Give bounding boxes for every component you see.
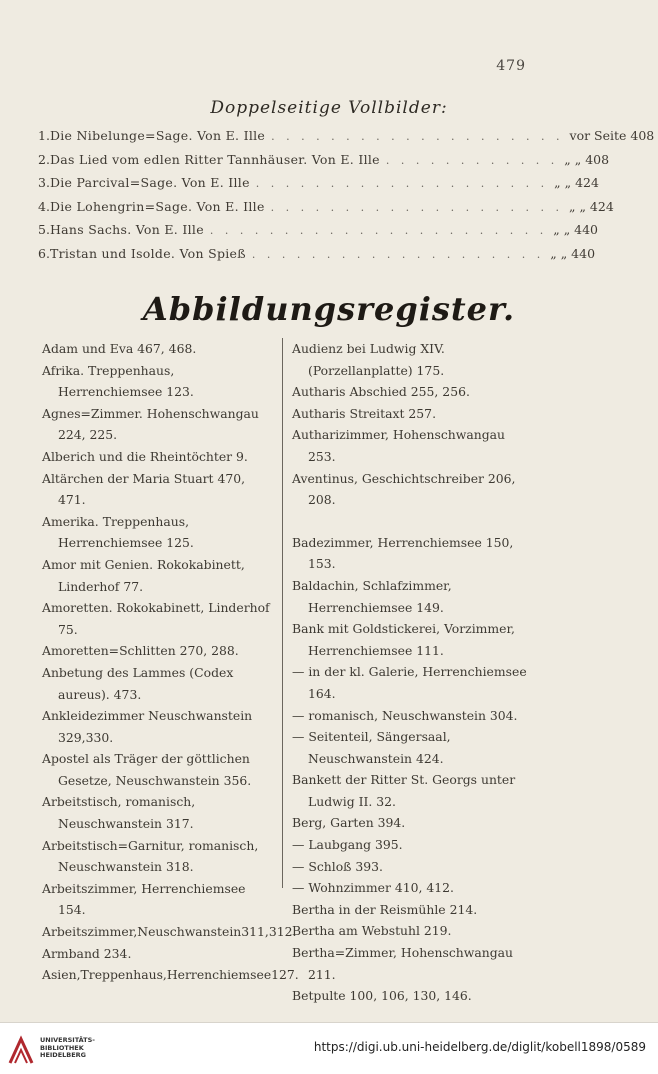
plate-ref: „ „ 408 — [564, 151, 610, 167]
index-entry: Autharis Streitaxt 257. — [292, 405, 437, 421]
plate-entry — [38, 198, 614, 223]
index-entry: Betpulte 100, 106, 130, 146. — [292, 988, 472, 1004]
plate-ref: „ „ 440 — [553, 222, 599, 237]
plate-number: 4. — [38, 198, 50, 214]
library-name: UNIVERSITÄTS- BIBLIOTHEK HEIDELBERG — [40, 1036, 95, 1059]
index-entry: Autharizimmer, Hohenschwangau 253. — [292, 427, 506, 464]
plate-number: 2. — [38, 151, 50, 167]
plate-entry — [38, 222, 599, 246]
plate-ref: „ „ 424 — [554, 175, 599, 190]
index-entry: Audienz bei Ludwig XIV. (Porzellanplatte) 175. — [292, 341, 445, 378]
index-entry: — romanisch, Neuschwanstein 304. — [292, 707, 518, 723]
index-entry: Amoretten=Schlitten 270, 288. — [42, 643, 239, 659]
index-entry: Arbeitszimmer, Herrenchiemsee 154. — [42, 880, 246, 918]
plate-title: Die Nibelunge=Sage. Von E. Ille — [49, 128, 266, 143]
viewer-footer — [0, 1022, 658, 1074]
library-logo-icon — [8, 1035, 34, 1065]
index-entry: Badezimmer, Herrenchiemsee 150, 153. — [292, 534, 514, 572]
plate-title: Das Lied vom edlen Ritter Tannhäuser. Von E. Ille — [49, 151, 380, 167]
plate-title: Die Parcival=Sage. Von E. Ille — [49, 175, 250, 190]
index-column-left — [42, 338, 299, 986]
index-entry: Baldachin, Schlafzimmer, Herrenchiemsee 149. — [292, 577, 452, 615]
index-entry: Berg, Garten 394. — [292, 815, 406, 831]
index-entry: Armband 234. — [42, 945, 132, 961]
index-entry: — Wohnzimmer 410, 412. — [292, 880, 454, 896]
index-entry: — in der kl. Galerie, Herrenchiemsee 164. — [292, 664, 527, 701]
index-entry: Amerika. Treppenhaus, Herrenchiemsee 125. — [42, 513, 194, 551]
index-entry: Amoretten. Rokokabinett, Linderhof 75. — [42, 600, 270, 637]
plate-ref: vor Seite 408 — [569, 128, 655, 143]
plate-number: 6. — [38, 245, 50, 261]
index-entry: Agnes=Zimmer. Hohenschwangau 224, 225. — [42, 405, 259, 443]
index-entry: Anbetung des Lammes (Codex aureus). 473. — [42, 664, 234, 702]
leader-dots: . . . . . . . . . . . . — [385, 153, 559, 167]
section-title: Doppelseitige Vollbilder: — [210, 98, 448, 118]
plate-entry — [38, 128, 655, 152]
index-entry: Arbeitszimmer,Neuschwanstein311,312. — [42, 924, 297, 940]
plate-title: Die Lohengrin=Sage. Von E. Ille — [49, 198, 265, 214]
index-entry: Arbeitstisch, romanisch, Neuschwanstein 317. — [42, 794, 196, 832]
index-entry: Bertha in der Reismühle 214. — [292, 901, 478, 917]
leader-dots: . . . . . . . . . . . . . . . . . . . . — [271, 130, 564, 143]
plate-title: Tristan und Isolde. Von Spieß — [49, 245, 246, 261]
plate-number: 1. — [38, 128, 50, 143]
index-entry: Asien,Treppenhaus,Herrenchiemsee127. — [42, 967, 299, 983]
index-title: Abbildungsregister. — [142, 290, 516, 328]
plate-entry — [38, 245, 596, 270]
plates-list — [38, 128, 655, 269]
index-entry: Amor mit Genien. Rokokabinett, Linderhof 77. — [42, 556, 245, 594]
index-entry: Apostel als Träger der göttlichen Gesetze, Neuschwanstein 356. — [42, 751, 252, 788]
index-entry: Arbeitstisch=Garnitur, romanisch, Neuschwanstein 318. — [42, 837, 259, 875]
leader-dots: . . . . . . . . . . . . . . . . . . . . — [270, 200, 564, 214]
index-entry: Adam und Eva 467, 468. — [42, 341, 197, 356]
plate-entry — [38, 175, 599, 199]
index-entry: Bank mit Goldstickerei, Vorzimmer, Herrenchiemsee 111. — [292, 621, 515, 658]
index-entry: Bankett der Ritter St. Georgs unter Ludwig II. 32. — [292, 772, 516, 809]
index-entry: — Seitenteil, Sängersaal, Neuschwanstein 424. — [292, 729, 451, 766]
index-entry: — Laubgang 395. — [292, 837, 403, 853]
index-entry: Alberich und die Rheintöchter 9. — [42, 448, 248, 464]
index-entry: Altärchen der Maria Stuart 470, 471. — [42, 470, 246, 508]
permalink-url[interactable]: https://digi.ub.uni-heidelberg.de/diglit/kobell1898/0589 — [313, 1040, 646, 1054]
index-entry: Autharis Abschied 255, 256. — [292, 384, 470, 400]
plate-number: 3. — [38, 175, 50, 190]
plate-ref: „ „ 440 — [550, 245, 596, 261]
index-column-right — [292, 338, 528, 1007]
index-entry: — Schloß 393. — [292, 858, 383, 874]
index-entry: Ankleidezimmer Neuschwanstein 329,330. — [42, 708, 253, 745]
plate-entry — [38, 151, 610, 176]
leader-dots: . . . . . . . . . . . . . . . . . . . . — [251, 247, 545, 261]
index-entry: Afrika. Treppenhaus, Herrenchiemsee 123. — [42, 362, 194, 400]
column-divider — [282, 338, 283, 888]
index-entry: Bertha=Zimmer, Hohenschwangau 211. — [292, 945, 514, 982]
page-number: 479 — [496, 58, 526, 74]
leader-dots: . . . . . . . . . . . . . . . . . . . . — [255, 177, 549, 190]
leader-dots: . . . . . . . . . . . . . . . . . . . . . . . — [209, 224, 548, 237]
plate-ref: „ „ 424 — [569, 198, 614, 214]
plate-number: 5. — [38, 222, 50, 237]
plate-title: Hans Sachs. Von E. Ille — [49, 222, 204, 237]
index-entry: Aventinus, Geschichtschreiber 206, 208. — [292, 470, 516, 508]
index-entry: Bertha am Webstuhl 219. — [292, 923, 452, 939]
